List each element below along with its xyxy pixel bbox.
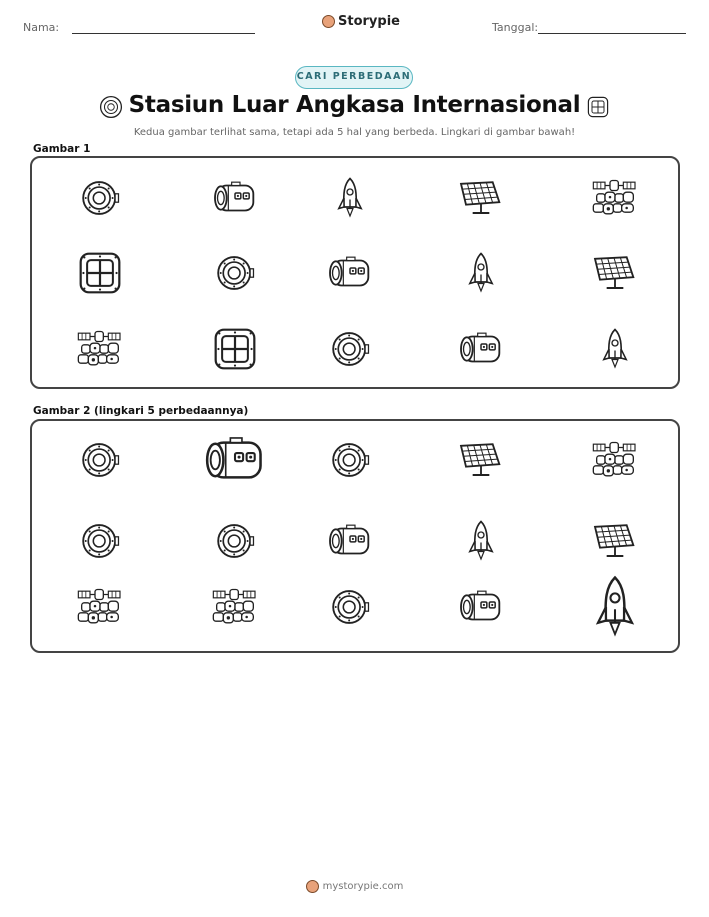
picture2-panel[interactable] [30,419,680,653]
picture2-station-icon[interactable] [75,586,125,628]
picture1-module-icon [456,328,506,370]
name-label: Nama: [23,21,60,34]
picture2-porthole-icon[interactable] [79,439,121,481]
picture2-porthole-icon[interactable] [329,439,371,481]
picture1-window-icon [77,250,123,296]
picture1-label: Gambar 1 [33,143,91,155]
picture1-porthole-icon [214,252,256,294]
picture1-solar-panel-icon [456,177,506,219]
picture1-rocket-icon [466,250,496,296]
picture1-window-icon [212,326,258,372]
picture1-rocket-icon [600,326,630,372]
name-field[interactable] [72,33,255,34]
worksheet-header [0,14,709,40]
picture1-rocket-icon [335,175,365,221]
picture1-module-icon [325,252,375,294]
bear-icon [306,880,319,893]
picture2-module-icon[interactable] [325,520,375,562]
picture1-solar-panel-icon [590,252,640,294]
picture1-station-icon [75,328,125,370]
footer [0,880,709,893]
picture2-label: Gambar 2 (lingkari 5 perbedaannya) [33,405,249,417]
picture2-station-icon[interactable] [210,586,260,628]
activity-badge: CARI PERBEDAAN [295,66,413,89]
picture2-module-icon[interactable] [456,586,506,628]
window-icon [586,94,610,120]
brand-name: Storypie [338,14,400,29]
picture2-porthole-icon[interactable] [214,520,256,562]
picture2-module-icon[interactable] [199,431,271,489]
bear-icon [322,15,335,28]
picture2-rocket-icon[interactable] [592,573,638,641]
picture1-station-icon [590,177,640,219]
date-field[interactable] [538,33,686,34]
picture2-porthole-icon[interactable] [329,586,371,628]
footer-site: mystorypie.com [322,881,404,892]
picture1-panel [30,156,680,389]
instructions: Kedua gambar terlihat sama, tetapi ada 5 hal yang berbeda. Lingkari di gambar bawah! [133,127,576,138]
picture1-porthole-icon [79,177,121,219]
picture1-module-icon [210,177,260,219]
picture1-porthole-icon [329,328,371,370]
picture2-rocket-icon[interactable] [466,518,496,564]
picture2-solar-panel-icon[interactable] [456,439,506,481]
picture2-station-icon[interactable] [590,439,640,481]
date-label: Tanggal: [492,21,539,34]
picture2-porthole-icon[interactable] [79,520,121,562]
brand-logo [322,14,400,29]
page-title: Stasiun Luar Angkasa Internasional [128,92,581,118]
picture2-solar-panel-icon[interactable] [590,520,640,562]
